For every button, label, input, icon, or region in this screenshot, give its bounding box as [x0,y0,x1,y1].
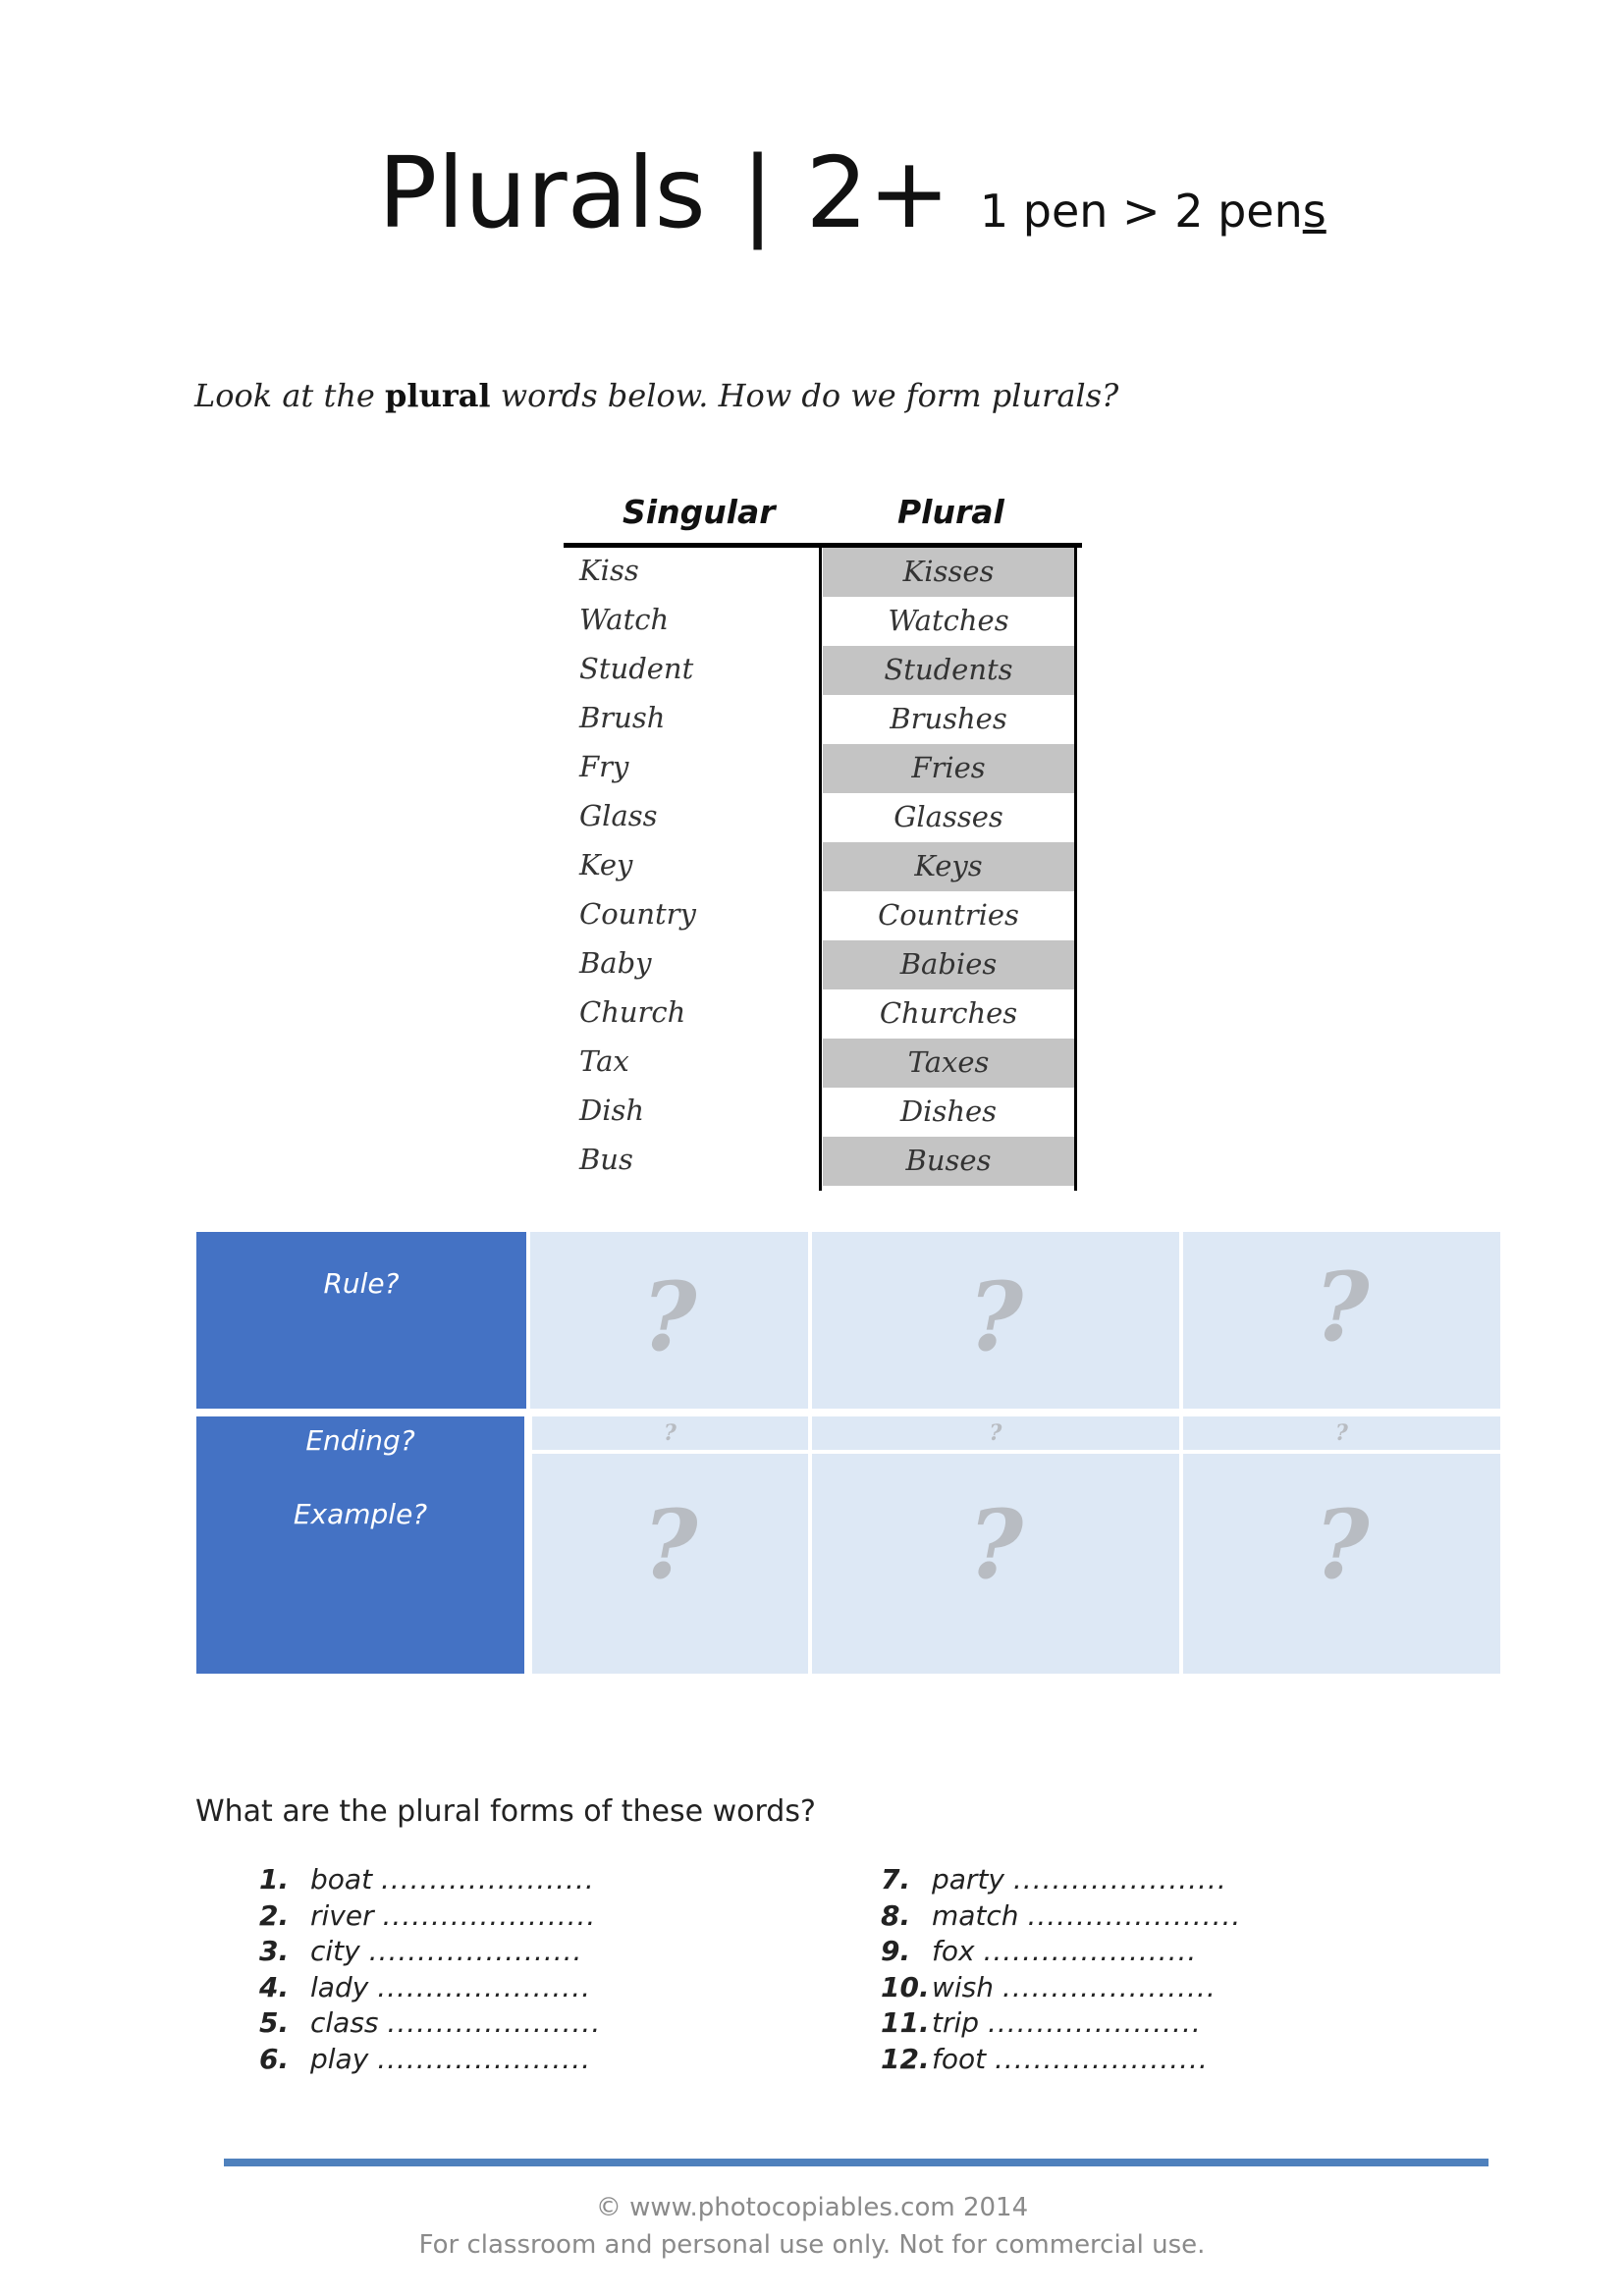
plural-cell: Taxes [823,1039,1074,1088]
ending-answer-cell-3[interactable] [1183,1416,1500,1450]
answer-blank[interactable]: ...................... [377,2042,591,2075]
ending-answer-cell-1[interactable] [532,1416,808,1450]
item-word: wish [932,1970,995,2003]
question-mark-icon: ? [1314,1252,1370,1362]
rule-answer-cell-3[interactable] [1183,1232,1500,1409]
table-row [564,793,1082,842]
singular-cell: Brush [579,701,666,734]
list-item [881,2006,1293,2043]
item-number: 3. [259,1935,290,1967]
exercise-question: What are the plural forms of these words? [195,1794,816,1829]
list-item [881,1899,1293,1936]
question-mark-icon: ? [664,1420,677,1446]
singular-header: Singular [623,493,776,531]
list-item [881,1935,1293,1971]
exercise-list-right [881,1863,1293,2078]
list-item [881,1971,1293,2007]
rule-grid [196,1232,1500,1674]
answer-blank[interactable]: ...................... [1027,1898,1242,1932]
rule-label: Rule? [323,1267,400,1300]
page-title [378,135,1326,263]
plural-cell: Brushes [890,702,1007,735]
table-row [564,842,1082,891]
plural-cell: Glasses [893,800,1003,833]
example-answer-cell-3[interactable] [1183,1454,1500,1674]
item-word: fox [932,1935,975,1967]
word-table [564,548,1082,1186]
list-item [881,1863,1293,1899]
intro-instruction [194,377,1118,414]
intro-bold: plural [385,377,491,414]
item-word: trip [932,2006,980,2039]
title-level: 2+ [805,135,950,250]
item-number: 2. [259,1898,290,1932]
list-item [259,1899,632,1936]
singular-cell: Tax [579,1044,629,1078]
singular-cell: Key [579,848,633,881]
list-item [259,1863,632,1899]
question-mark-icon: ? [1335,1420,1348,1446]
title-subtitle-underlined: s [1302,185,1326,238]
example-answer-cell-2[interactable] [812,1454,1179,1674]
list-item [259,2043,632,2079]
answer-blank[interactable]: ...................... [1001,1970,1217,2003]
table-row [564,989,1082,1039]
answer-blank[interactable]: ...................... [387,2006,602,2039]
table-row [564,1039,1082,1088]
table-row [564,891,1082,940]
item-word: class [310,2006,379,2039]
table-row [564,548,1082,597]
item-word: lady [310,1970,369,2003]
table-divider-right [1074,548,1077,1191]
item-number: 6. [259,2042,290,2075]
list-item [259,1971,632,2007]
plural-header: Plural [897,493,1004,531]
footer-license: For classroom and personal use only. Not for commercial use. [418,2230,1206,2260]
footer-copyright: © www.photocopiables.com 2014 [595,2193,1029,2222]
item-word: match [932,1898,1019,1932]
answer-blank[interactable]: ...................... [995,2042,1209,2075]
plural-cell: Babies [823,940,1074,989]
question-mark-icon: ? [641,1261,697,1372]
item-word: boat [310,1863,373,1896]
list-item [259,1935,632,1971]
example-label: Example? [293,1498,428,1530]
question-mark-icon: ? [967,1489,1024,1600]
item-number: 7. [881,1863,911,1896]
answer-blank[interactable]: ...................... [377,1970,591,2003]
answer-blank[interactable]: ...................... [380,1863,595,1896]
footer-divider [224,2159,1489,2166]
plural-cell: Dishes [899,1095,998,1128]
rule-answer-cell-1[interactable] [530,1232,808,1409]
list-item [881,2043,1293,2079]
table-row [564,695,1082,744]
singular-cell: Fry [579,750,629,783]
plural-cell: Students [823,646,1074,695]
singular-cell: Glass [579,799,658,832]
rule-label-cell [196,1232,526,1409]
plural-cell: Buses [823,1137,1074,1186]
item-word: play [310,2042,369,2075]
exercise-list-left [259,1863,632,2078]
table-row [564,744,1082,793]
example-answer-cell-1[interactable] [532,1454,808,1674]
item-word: foot [932,2042,987,2075]
title-main: Plurals [378,135,706,250]
answer-blank[interactable]: ...................... [368,1935,583,1967]
singular-cell: Country [579,897,696,931]
answer-blank[interactable]: ...................... [983,1935,1198,1967]
answer-blank[interactable]: ...................... [1012,1863,1227,1896]
table-row [564,646,1082,695]
table-row [564,1088,1082,1137]
singular-cell: Dish [579,1094,645,1127]
singular-cell: Kiss [579,554,639,587]
rule-answer-cell-2[interactable] [812,1232,1179,1409]
word-table-header [564,491,1082,542]
answer-blank[interactable]: ...................... [987,2006,1202,2039]
ending-example-label-cell [196,1416,524,1674]
table-row [564,1137,1082,1186]
plural-cell: Churches [879,996,1018,1030]
plural-cell: Countries [878,898,1019,932]
question-mark-icon: ? [642,1489,698,1600]
table-row [564,597,1082,646]
list-item [259,2006,632,2043]
item-number: 5. [259,2006,290,2039]
singular-cell: Bus [579,1143,633,1176]
ending-label: Ending? [305,1424,415,1457]
singular-cell: Baby [579,946,652,980]
intro-before: Look at the [194,377,386,414]
item-number: 1. [259,1863,290,1896]
item-number: 9. [881,1935,911,1967]
singular-cell: Student [579,652,694,685]
singular-cell: Watch [579,603,670,636]
question-mark-icon: ? [1314,1489,1370,1600]
intro-after: words below. How do we form plurals? [490,377,1119,414]
plural-cell: Kisses [823,548,1074,597]
item-number: 10. [881,1970,930,2003]
plural-cell: Keys [823,842,1074,891]
title-separator: | [740,135,775,250]
question-mark-icon: ? [967,1261,1024,1372]
title-subtitle [980,185,1326,238]
title-subtitle-prefix: 1 pen > 2 pen [979,185,1303,238]
item-number: 4. [259,1970,290,2003]
item-number: 12. [881,2042,930,2075]
answer-blank[interactable]: ...................... [382,1898,597,1932]
item-number: 11. [881,2006,930,2039]
table-row [564,940,1082,989]
item-word: river [310,1898,374,1932]
table-divider-left [819,548,822,1191]
item-word: city [310,1935,360,1967]
item-word: party [932,1863,1004,1896]
plural-cell: Watches [888,604,1009,637]
ending-answer-cell-2[interactable] [812,1416,1179,1450]
item-number: 8. [881,1898,911,1932]
plural-cell: Fries [823,744,1074,793]
singular-cell: Church [579,995,686,1029]
question-mark-icon: ? [989,1420,1002,1446]
